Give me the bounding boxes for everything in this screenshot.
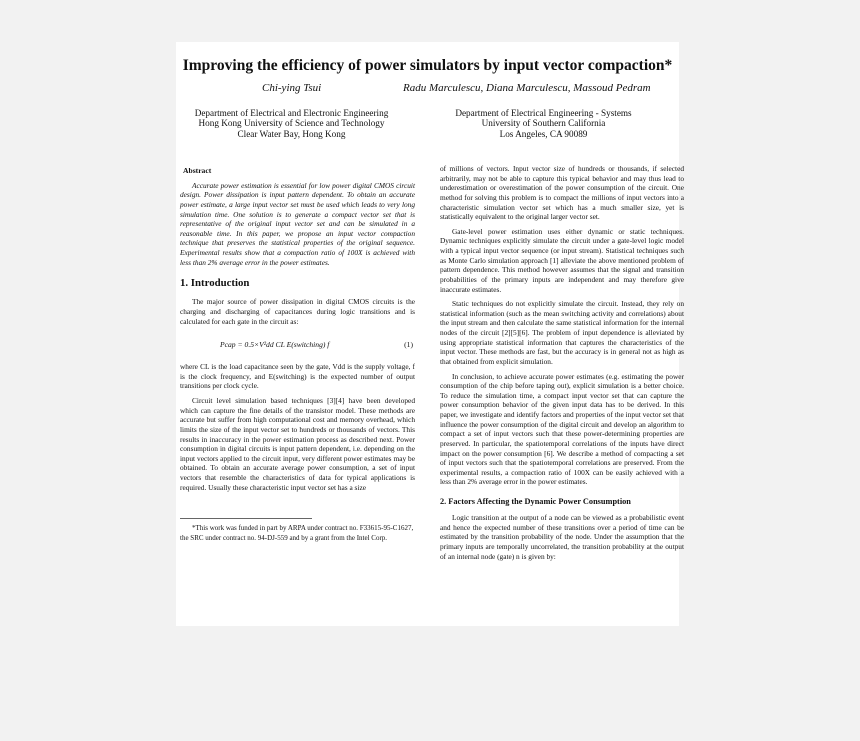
author-left: Chi-ying Tsui — [262, 82, 322, 94]
intro-paragraph: The major source of power dissipation in digital CMOS circuits is the charging and discharging of capacitances during logic transitions and is calculated for each gate in the circuit as: — [180, 297, 415, 326]
body-paragraph: In conclusion, to achieve accurate power estimates (e.g. estimating the power consumption of the chip before taping out), explicit simulation is a better choice. To reduce the simulation time, a compact input vector set that can capture the power consumption behavior of the given input data has to be derived. In this paper, we investigate and identify factors and properties of the input vector set that influence the power consumption of the digital circuit and develop an algorithm to compact a set of input vectors such that these power-determining properties are preserved. In particular, the spatiotemporal correlations of the inputs have direct impact on the power consumption [6]. We describe a method of compacting a set of input vectors such that the spatiotemporal correlations are preserved. From the experimental results, a compaction ratio of 100X can be easily achieved with a less than 2% average error in the power estimates. — [440, 371, 684, 487]
body-paragraph: Static techniques do not explicitly simulate the circuit. Instead, they rely on statistical information (such as the mean switching activity and correlations) about the input stream and then calculate the same statistical information for the internal nodes of the circuit [2][5][6]. The problem of input dependence is alleviated by using appropriate statistical information that captures the characteristics of the input vector. These methods are fast, but the accuracy is in general not as high as that obtained from explicit simulation. — [440, 299, 684, 366]
affiliation-right-line: University of Southern California — [481, 118, 606, 129]
paper-page — [176, 42, 684, 626]
footnote-rule — [180, 518, 312, 519]
footnote: *This work was funded in part by ARPA under contract no. F33615-95-C1627, the SRC under contract no. 94-DJ-559 and by a grant from the Intel Corp. — [180, 524, 414, 542]
affiliation-right-line: Department of Electrical Engineering - Systems — [455, 108, 632, 118]
affiliation-right-line: Los Angeles, CA 90089 — [499, 128, 588, 139]
paper-title: Improving the efficiency of power simulators by input vector compaction* — [182, 57, 673, 74]
section-heading-introduction: 1. Introduction — [180, 277, 250, 290]
author-right: Radu Marculescu, Diana Marculescu, Massoud Pedram — [403, 82, 651, 94]
affiliation-left-line: Hong Kong University of Science and Technology — [198, 118, 385, 129]
affiliation-left-line: Clear Water Bay, Hong Kong — [237, 128, 346, 139]
body-paragraph: Gate-level power estimation uses either dynamic or static techniques. Dynamic techniques explicitly simulate the circuit under a gate-level logic model with a typical input vector sequence (or input stream). Statistical techniques such as Monte Carlo simulation approach [1] alleviate the above mentioned problem of pattern dependence. This method however assumes that the signal and transition probabilities of the primary inputs are independent and may therefore give inaccurate estimates. — [440, 226, 684, 294]
intro-paragraph: where CL is the load capacitance seen by the gate, Vdd is the supply voltage, f is the clock frequency, and E(switching) is the expected number of output transitions per clock cycle. — [180, 362, 415, 391]
equation-number: (1) — [404, 340, 413, 350]
equation-expression: Pcap = 0.5×V²dd CL E(switching) f — [220, 340, 330, 350]
body-paragraph: of millions of vectors. Input vector size of hundreds or thousands, if selected arbitrarily, may not be able to capture this typical behavior and may thus lead to underestimation or overestimation of the power consumption of the circuit. One method for solving this problem is to compact the millions of input vectors into a characteristic simulation vector set which has a much smaller size, yet is statistically equivalent to the original larger vector set. — [440, 164, 684, 222]
equation — [180, 332, 415, 358]
affiliation-left-line: Department of Electrical and Electronic Engineering — [194, 108, 389, 118]
affiliation-right — [436, 108, 651, 139]
intro-paragraph: Circuit level simulation based techniques [3][4] have been developed which can capture the fine details of the transistor model. These methods are accurate but suffer from high computational cost and memory overhead, which limits the size of the input vector set to hundreds or thousands of vectors. This results in inaccuracy in the power estimation process as described next. Power consumption in digital circuits is input pattern dependent, i.e. depending on the input vectors applied to the circuit input, very different power estimates may be obtained. To obtain an accurate average power consumption, a set of input vectors that resemble the characteristics of data for typical applications is required. Usually these characteristic input vector set has a size — [180, 396, 415, 492]
abstract-heading: Abstract — [183, 166, 212, 175]
right-column — [440, 164, 684, 561]
abstract-text: Accurate power estimation is essential for low power digital CMOS circuit design. Power dissipation is input pattern dependent. To obtain an accurate power estimate, a large input vector set must be used which leads to very long simulation time. One solution is to generate a compact vector set that is representative of the original input vector set and can be simulated in a reasonable time. In this paper, we propose an input vector compaction technique that preserves the statistical properties of the original sequence. Experimental results show that a compaction ratio of 100X is achieved with less than 2% average error in the power estimates. — [180, 180, 415, 267]
body-paragraph: Logic transition at the output of a node can be viewed as a probabilistic event and hence the expected number of these transitions over a period of time can be estimated by the transition probability of the node. Under the assumption that the primary inputs are temporally uncorrelated, the transition probability at the output of an internal node (gate) n is given by: — [440, 513, 684, 561]
section-heading-factors: 2. Factors Affecting the Dynamic Power Consumption — [440, 497, 631, 506]
affiliation-left — [184, 108, 399, 139]
left-column — [180, 166, 415, 543]
